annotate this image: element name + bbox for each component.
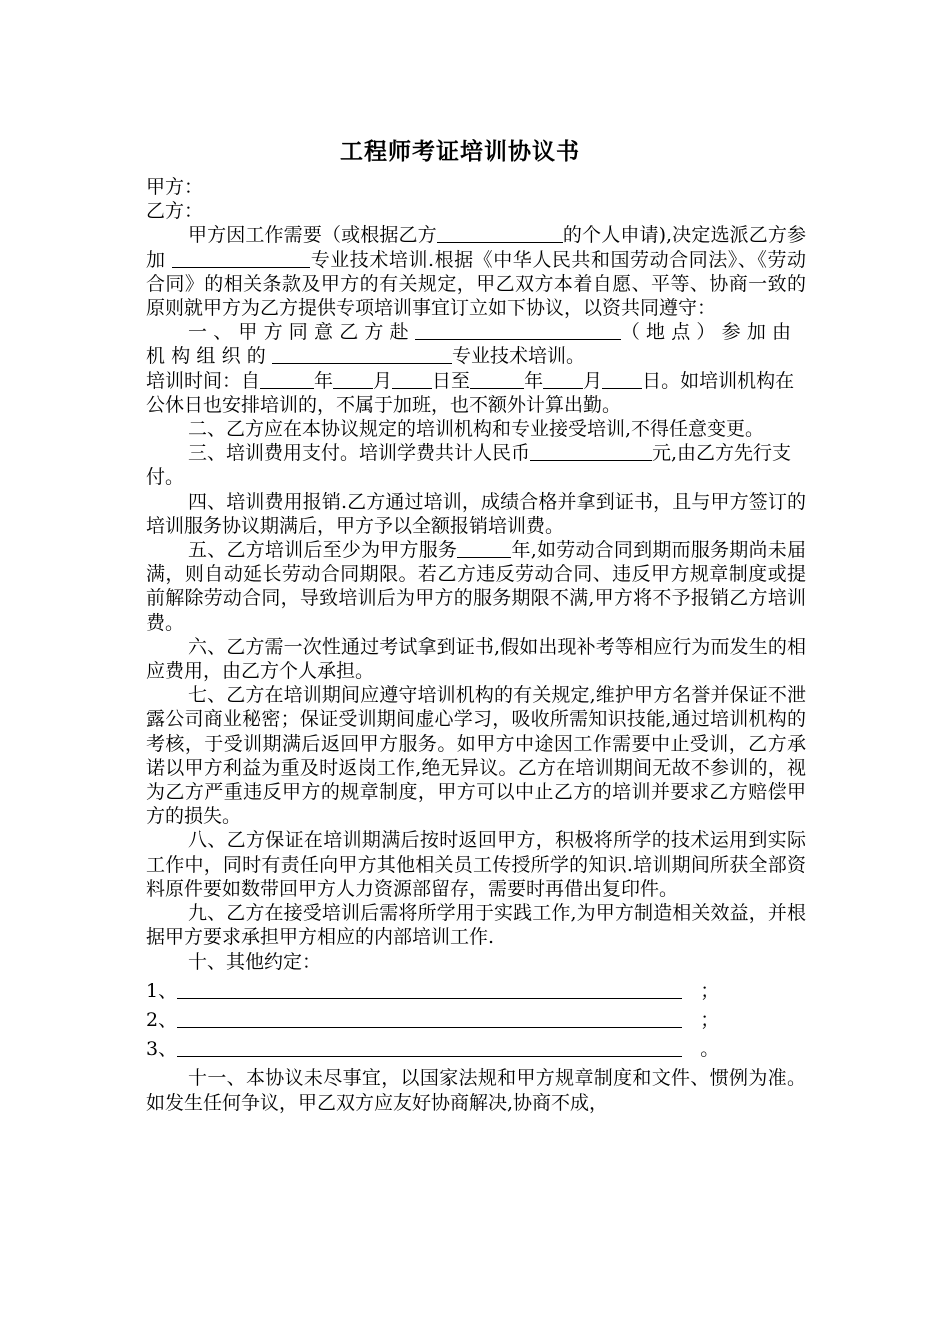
article-6: 六、乙方需一次性通过考试拿到证书,假如出现补考等相应行为而发生的相应费用，由乙方个人承担。 [146,635,806,683]
end-month-label: 月 [583,369,603,392]
article-1-text-2: （地点）参加由机构组织的 [146,321,798,368]
item-end-punct: 。 [700,1038,720,1061]
article-9: 九、乙方在接受培训后需将所学用于实践工作,为甲方制造相关效益，并根据甲方要求承担甲方相应的内部培训工作. [146,902,806,949]
training-time [146,369,806,417]
article-2: 二、乙方应在本协议规定的培训机构和专业接受培训,不得任意变更。 [188,418,765,441]
training-time-note: 如培训机构在公休日也安排培训的，不属于加班，也不额外计算出勤。 [146,369,795,416]
service-years-blank [457,539,511,558]
fee-amount-blank [530,442,652,461]
start-day-label: 日至 [432,369,471,392]
end-year-label: 年 [524,369,544,392]
end-day-blank [602,370,642,389]
article-5-text-1: 五、乙方培训后至少为甲方服务 [188,539,458,562]
applicant-blank [437,224,563,243]
other-agreement-item [146,1037,806,1061]
article-3-text-1: 三、培训费用支付。培训学费共计人民币 [188,442,531,465]
article-7: 七、乙方在培训期间应遵守培训机构的有关规定,维护甲方名誉并保证不泄露公司商业秘密；保证受训期间虚心学习，吸收所需知识技能,通过培训机构的考核，于受训期满后返回甲方服务。如甲方中途因工作需要中止受训，乙方承诺以甲方利益为重及时返岗工作,绝无异议。乙方在培训期间无故不参训的，视为乙方严重违反甲方的规章制度，甲方可以中止乙方的培训并要求乙方赔偿甲方的损失。 [146,684,806,828]
item-number: 2、 [146,1008,178,1031]
other-agreement-blank [177,1009,682,1028]
location-blank [415,321,621,340]
party-a-line: 甲方： [146,176,204,198]
major-blank [172,249,310,268]
end-year-blank [470,370,524,389]
start-month-label: 月 [373,369,393,392]
item-end-punct: ； [700,1008,720,1031]
start-year-blank [260,370,314,389]
party-b-line: 乙方： [146,200,204,223]
other-agreement-item [146,979,806,1003]
item-number: 1、 [146,979,178,1002]
other-agreement-item [146,1008,806,1032]
article-1-text-1: 一、甲方同意乙方赴 [188,321,415,344]
article-3 [146,441,806,489]
start-month-blank [333,370,373,389]
article-10-heading: 十、其他约定： [188,950,322,973]
end-day-label: 日。 [642,369,681,392]
article-3-text-2: 元,由乙方先行支付。 [146,442,792,489]
article-1-text-3: 专业技术培训。 [452,345,586,368]
article-4: 四、培训费用报销.乙方通过培训，成绩合格并拿到证书，且与甲方签订的培训服务协议期满后，甲方予以全额报销培训费。 [146,490,806,537]
item-end-punct: ； [700,979,720,1002]
article-1 [146,320,806,368]
intro-paragraph [146,223,806,320]
article-5 [146,538,806,635]
training-time-label: 培训时间：自 [146,369,261,392]
article-5-text-2: 年,如劳动合同到期而服务期尚未届满，则自动延长劳动合同期限。若乙方违反劳动合同、违反甲方规章制度或提前解除劳动合同，导致培训后为甲方的服务期限不满,甲方将不予报销乙方培训费。 [146,539,806,634]
institution-major-blank [272,345,452,364]
other-agreement-blank [177,980,682,999]
document-body [146,175,806,1115]
start-day-blank [392,370,432,389]
item-number: 3、 [146,1038,178,1061]
start-year-label: 年 [314,369,334,392]
document-title: 工程师考证培训协议书 [340,138,580,165]
end-month-blank [543,370,583,389]
intro-text-2: 的个人申请),决定选派乙方参加 [146,224,806,271]
article-8: 八、乙方保证在培训期满后按时返回甲方，积极将所学的技术运用到实际工作中，同时有责任向甲方其他相关员工传授所学的知识.培训期间所获全部资料原件要如数带回甲方人力资源部留存，需要时再借出复印件。 [146,829,806,900]
intro-text-3: 专业技术培训.根据《中华人民共和国劳动合同法》、《劳动合同》的相关条款及甲方的有关规定，甲乙双方本着自愿、平等、协商一致的原则就甲方为乙方提供专项培训事宜订立如下协议，以资共同遵守： [146,248,806,320]
article-11: 十一、本协议未尽事宜，以国家法规和甲方规章制度和文件、惯例为准。如发生任何争议，甲乙双方应友好协商解决,协商不成， [146,1067,806,1114]
other-agreement-blank [177,1038,682,1057]
intro-text-1: 甲方因工作需要（或根据乙方 [188,224,437,247]
